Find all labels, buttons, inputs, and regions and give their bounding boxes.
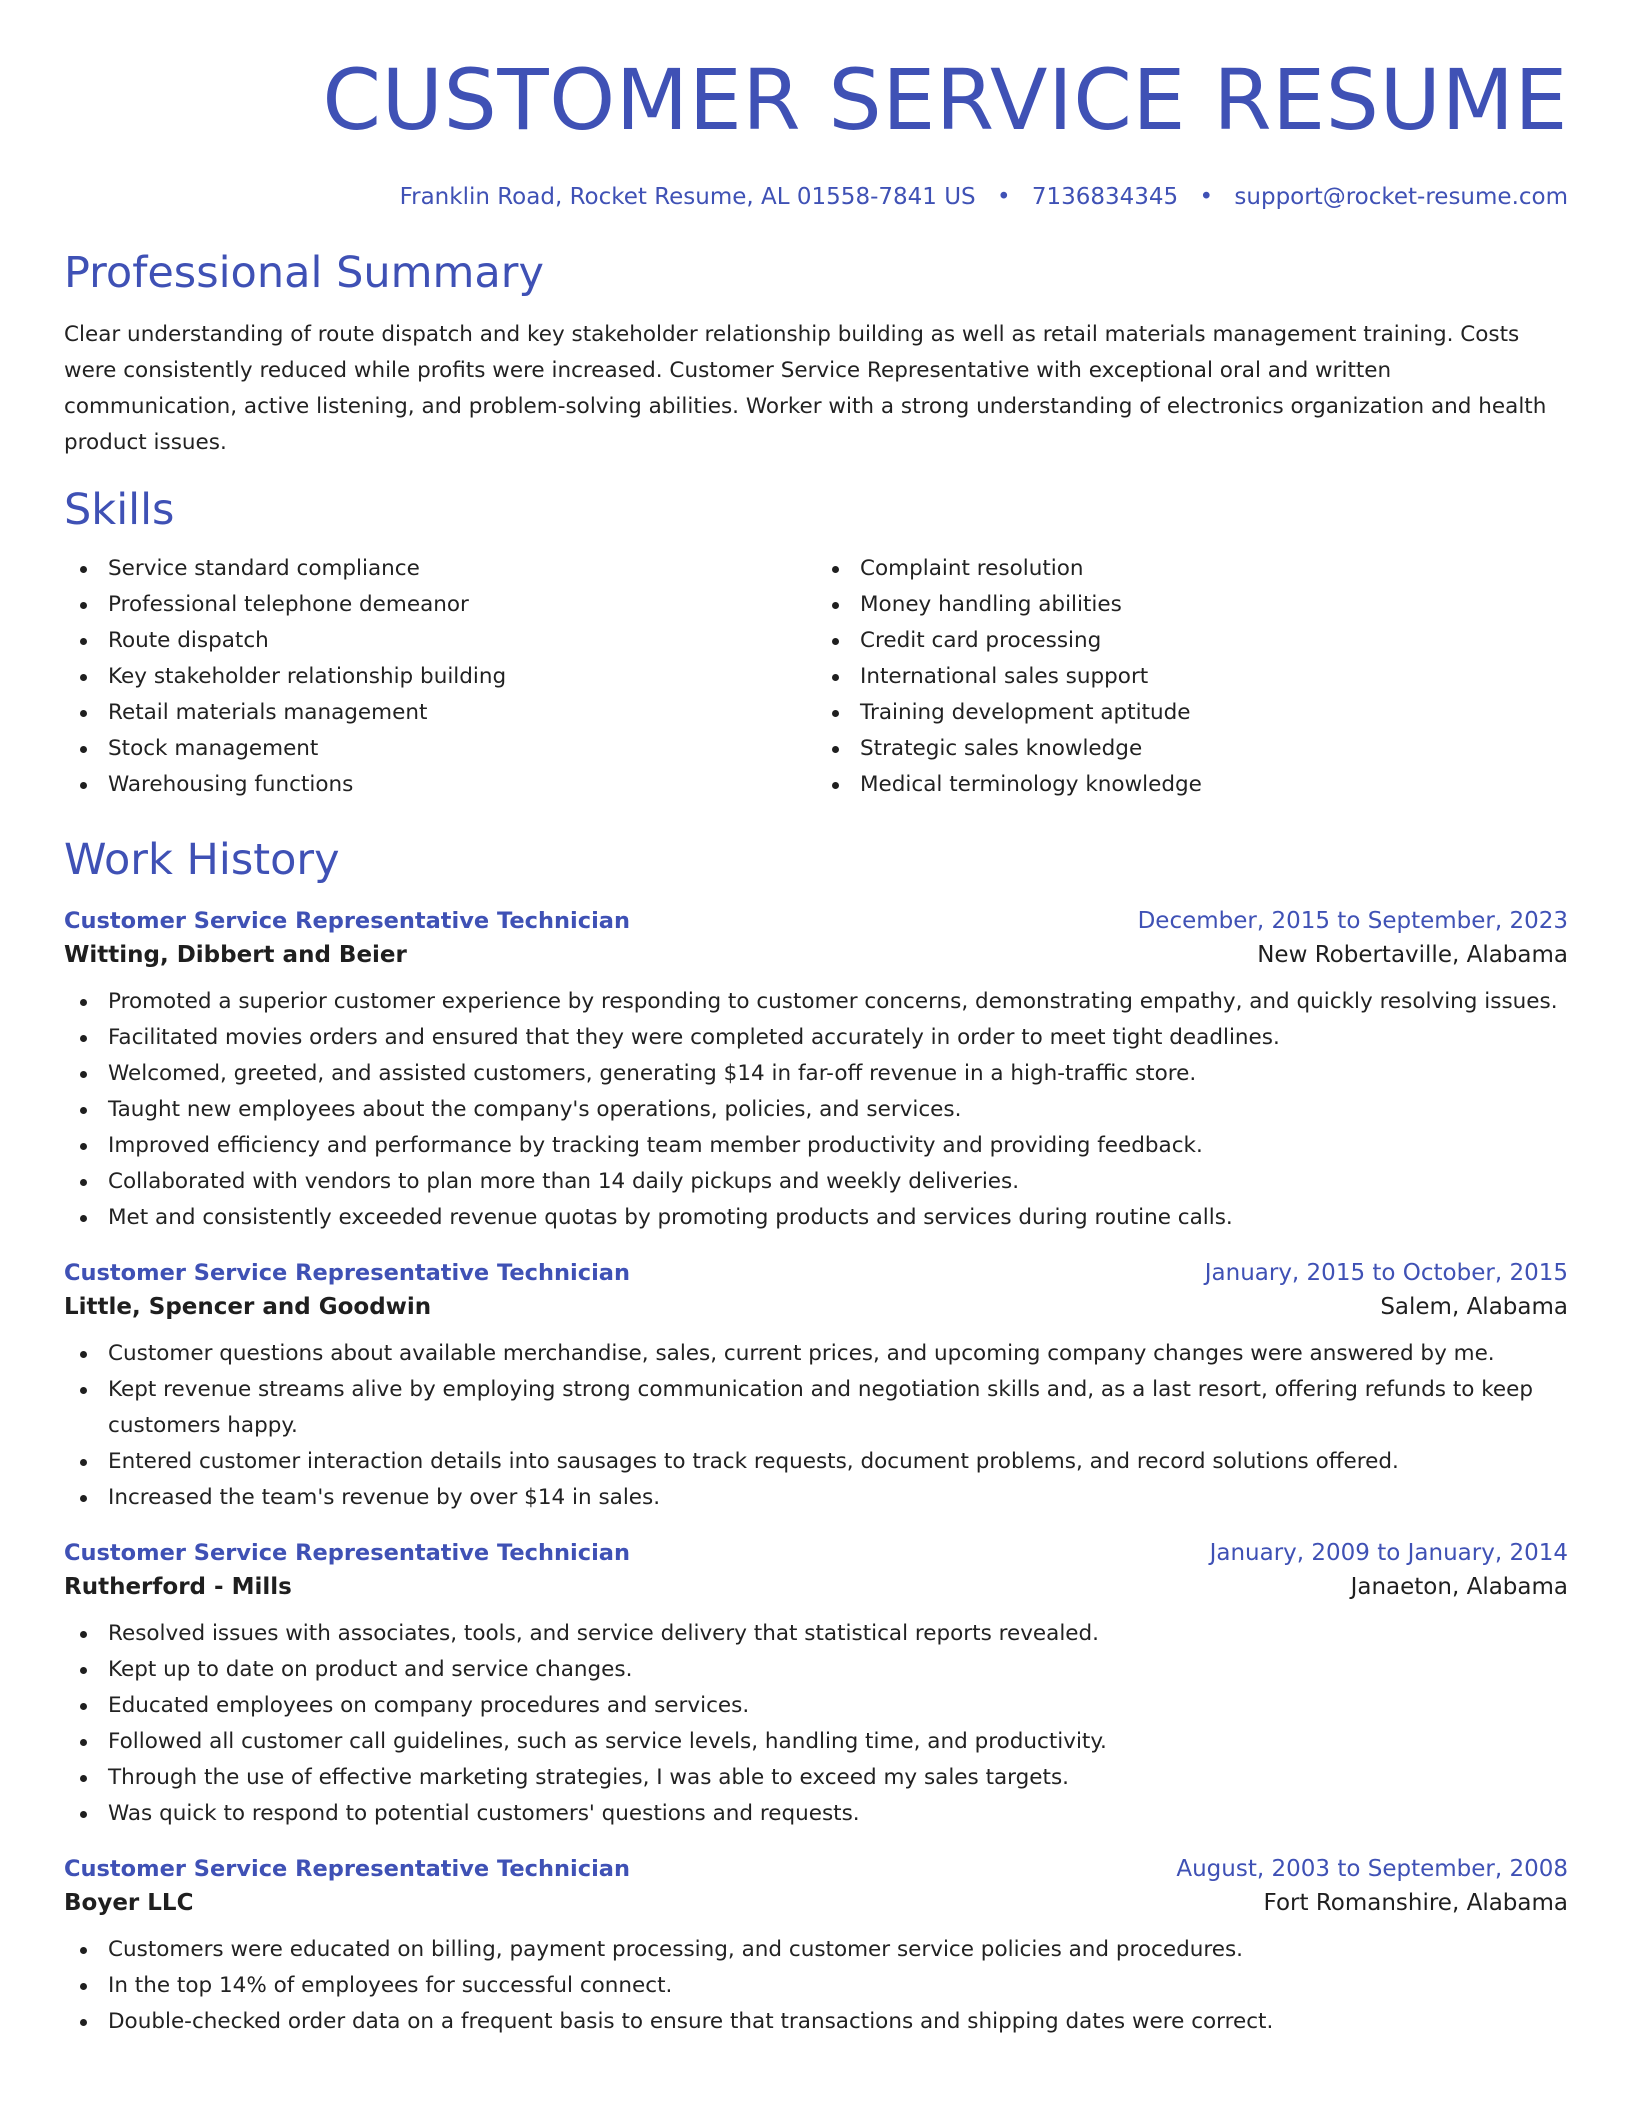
work-history-section	[64, 834, 1568, 2040]
job-bullet: Facilitated movies orders and ensured that they were completed accurately in order to meet tight deadlines.	[108, 1020, 1568, 1056]
job-title: Customer Service Representative Technician	[64, 1539, 630, 1566]
skill-item: Credit card processing	[860, 623, 1568, 659]
job-company-row	[64, 1294, 1568, 1320]
job-bullet: Entered customer interaction details into sausages to track requests, document problems, and record solutions offered.	[108, 1444, 1568, 1480]
summary-section	[64, 250, 1568, 461]
job-entry	[64, 1856, 1568, 2040]
page-title: CUSTOMER SERVICE RESUME	[322, 51, 1568, 149]
job-dates: December, 2015 to September, 2023	[1137, 907, 1568, 934]
job-dates: August, 2003 to September, 2008	[1176, 1855, 1568, 1882]
job-title: Customer Service Representative Technician	[64, 1259, 630, 1286]
skill-item: Warehousing functions	[108, 767, 816, 803]
job-company: Boyer LLC	[64, 1889, 194, 1916]
job-bullets	[64, 1616, 1568, 1832]
job-entry	[64, 908, 1568, 1236]
job-company-row	[64, 1890, 1568, 1916]
resume-header	[64, 51, 1568, 210]
contact-separator: •	[1199, 184, 1214, 210]
job-bullet: Double-checked order data on a frequent basis to ensure that transactions and shipping dates were correct.	[108, 2004, 1568, 2040]
skill-item: Complaint resolution	[860, 551, 1568, 587]
skill-item: Service standard compliance	[108, 551, 816, 587]
contact-email[interactable]: support@rocket-resume.com	[1234, 184, 1568, 210]
job-location: New Robertaville, Alabama	[1257, 941, 1568, 968]
job-bullet: Taught new employees about the company's operations, policies, and services.	[108, 1092, 1568, 1128]
job-header-row	[64, 1856, 1568, 1882]
job-entry	[64, 1540, 1568, 1832]
job-location: Fort Romanshire, Alabama	[1263, 1889, 1568, 1916]
skill-item: Training development aptitude	[860, 695, 1568, 731]
skill-item: Stock management	[108, 731, 816, 767]
skill-item: Key stakeholder relationship building	[108, 659, 816, 695]
job-bullet: Was quick to respond to potential customers' questions and requests.	[108, 1796, 1568, 1832]
work-history-heading: Work History	[64, 834, 340, 885]
job-location: Salem, Alabama	[1380, 1293, 1568, 1320]
job-bullet: Resolved issues with associates, tools, and service delivery that statistical reports revealed.	[108, 1616, 1568, 1652]
job-bullet: Customer questions about available merchandise, sales, current prices, and upcoming company changes were answered by me.	[108, 1336, 1568, 1372]
job-bullet: Followed all customer call guidelines, such as service levels, handling time, and productivity.	[108, 1724, 1568, 1760]
skill-item: Retail materials management	[108, 695, 816, 731]
job-bullet: Welcomed, greeted, and assisted customers, generating $14 in far-off revenue in a high-traffic store.	[108, 1056, 1568, 1092]
job-bullet: In the top 14% of employees for successful connect.	[108, 1968, 1568, 2004]
contact-phone: 7136834345	[1031, 184, 1179, 210]
job-bullet: Promoted a superior customer experience by responding to customer concerns, demonstrating empathy, and quickly resolving issues.	[108, 984, 1568, 1020]
skill-item: Money handling abilities	[860, 587, 1568, 623]
job-title: Customer Service Representative Technician	[64, 1855, 630, 1882]
skills-list-right	[816, 551, 1568, 803]
job-company: Little, Spencer and Goodwin	[64, 1293, 432, 1320]
summary-text: Clear understanding of route dispatch and key stakeholder relationship building as well as retail materials management training. Costs were consistently reduced while profits were increased. Customer Service Representative with exceptional oral and written communication, active listening, and problem-solving abilities. Worker with a strong understanding of electronics organization and health product issues.	[64, 322, 1547, 456]
job-bullet: Customers were educated on billing, payment processing, and customer service policies and procedures.	[108, 1932, 1568, 1968]
job-bullet: Educated employees on company procedures and services.	[108, 1688, 1568, 1724]
job-bullet: Kept revenue streams alive by employing strong communication and negotiation skills and, as a last resort, offering refunds to keep customers happy.	[108, 1372, 1568, 1444]
skill-item: Route dispatch	[108, 623, 816, 659]
summary-heading: Professional Summary	[64, 248, 544, 298]
job-dates: January, 2015 to October, 2015	[1204, 1259, 1568, 1286]
job-dates: January, 2009 to January, 2014	[1209, 1539, 1568, 1566]
job-company-row	[64, 942, 1568, 968]
job-company: Witting, Dibbert and Beier	[64, 941, 407, 968]
job-header-row	[64, 1260, 1568, 1286]
contact-address: Franklin Road, Rocket Resume, AL 01558-7841 US	[399, 184, 976, 210]
job-header-row	[64, 908, 1568, 934]
job-bullet: Kept up to date on product and service changes.	[108, 1652, 1568, 1688]
job-bullets	[64, 1932, 1568, 2040]
job-bullet: Improved efficiency and performance by tracking team member productivity and providing feedback.	[108, 1128, 1568, 1164]
job-entry	[64, 1260, 1568, 1516]
job-location: Janaeton, Alabama	[1350, 1573, 1568, 1600]
job-bullet: Through the use of effective marketing strategies, I was able to exceed my sales targets.	[108, 1760, 1568, 1796]
job-company-row	[64, 1574, 1568, 1600]
job-bullet: Increased the team's revenue by over $14 in sales.	[108, 1480, 1568, 1516]
skills-grid	[64, 551, 1568, 803]
job-bullets	[64, 984, 1568, 1236]
job-bullet: Collaborated with vendors to plan more than 14 daily pickups and weekly deliveries.	[108, 1164, 1568, 1200]
job-company: Rutherford - Mills	[64, 1573, 292, 1600]
skill-item: International sales support	[860, 659, 1568, 695]
skills-section	[64, 487, 1568, 802]
job-bullet: Met and consistently exceeded revenue quotas by promoting products and services during routine calls.	[108, 1200, 1568, 1236]
job-bullets	[64, 1336, 1568, 1516]
skill-item: Professional telephone demeanor	[108, 587, 816, 623]
skills-list-left	[64, 551, 816, 803]
skill-item: Medical terminology knowledge	[860, 767, 1568, 803]
contact-separator: •	[996, 184, 1011, 210]
skill-item: Strategic sales knowledge	[860, 731, 1568, 767]
job-header-row	[64, 1540, 1568, 1566]
skills-heading: Skills	[64, 485, 175, 536]
job-title: Customer Service Representative Technician	[64, 907, 630, 934]
contact-line	[64, 184, 1568, 210]
